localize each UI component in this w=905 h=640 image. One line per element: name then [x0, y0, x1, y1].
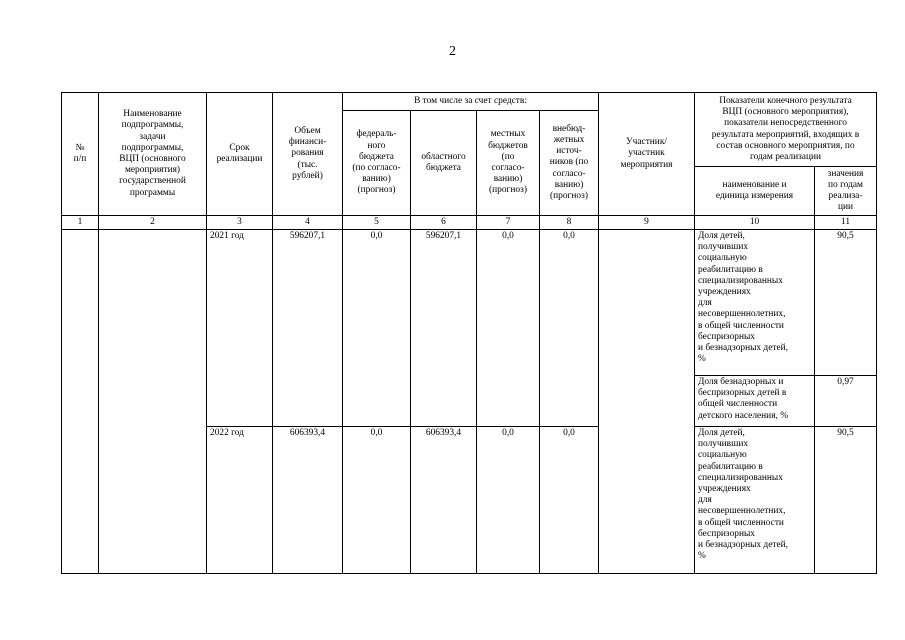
header-num: № п/п	[62, 93, 99, 216]
header-participant: Участник/ участник мероприятия	[599, 93, 695, 216]
row-year: 2022 год	[207, 427, 273, 574]
row-regional: 596207,1	[411, 230, 477, 427]
row-local: 0,0	[477, 427, 540, 574]
row-name-cell	[99, 230, 207, 574]
row-volume: 596207,1	[273, 230, 343, 427]
header-indicators-group: Показатели конечного результата ВЦП (основного мероприятия), показатели непосредственного результата мероприятий, входящих в состав основного мероприятия, по годам реализации	[695, 93, 877, 167]
header-sources-group: В том числе за счет средств:	[343, 93, 599, 111]
header-regional: областного бюджета	[411, 111, 477, 216]
row-extra: 0,0	[540, 427, 599, 574]
column-number: 7	[477, 216, 540, 230]
row-local: 0,0	[477, 230, 540, 427]
header-local: местных бюджетов (по согласо- ванию) (прогноз)	[477, 111, 540, 216]
row-num-cell	[62, 230, 99, 574]
column-number: 9	[599, 216, 695, 230]
row-year: 2021 год	[207, 230, 273, 427]
indicator-value: 0,97	[815, 376, 877, 427]
header-indicator-value: значения по годам реализа- ции	[815, 167, 877, 216]
header-period: Срок реализации	[207, 93, 273, 216]
indicator-name: Доля безнадзорных и беспризорных детей в общей численности детского населения, %	[695, 376, 815, 427]
header-extra: внебюд- жетных источ- ников (по согласо- ванию) (прогноз)	[540, 111, 599, 216]
header-indicator-name: наименование и единица измерения	[695, 167, 815, 216]
row-federal: 0,0	[343, 230, 411, 427]
column-number: 8	[540, 216, 599, 230]
row-regional: 606393,4	[411, 427, 477, 574]
row-volume: 606393,4	[273, 427, 343, 574]
column-number: 2	[99, 216, 207, 230]
indicator-name: Доля детей, получивших социальную реабилитацию в специализированных учреждениях для несовершеннолетних, в общей численности беспризорных и безнадзорных детей, %	[695, 427, 815, 574]
column-number: 10	[695, 216, 815, 230]
indicator-value: 90,5	[815, 230, 877, 376]
column-number: 11	[815, 216, 877, 230]
column-number: 1	[62, 216, 99, 230]
row-federal: 0,0	[343, 427, 411, 574]
row-extra: 0,0	[540, 230, 599, 427]
program-table	[61, 92, 877, 574]
header-name: Наименование подпрограммы, задачи подпрограммы, ВЦП (основного мероприятия) государственной программы	[99, 93, 207, 216]
header-volume: Объем финанси- рования (тыс. рублей)	[273, 93, 343, 216]
column-number: 5	[343, 216, 411, 230]
column-number: 4	[273, 216, 343, 230]
column-number: 3	[207, 216, 273, 230]
row-participant-cell	[599, 230, 695, 574]
column-number: 6	[411, 216, 477, 230]
indicator-name: Доля детей, получивших социальную реабилитацию в специализированных учреждениях для несовершеннолетних, в общей численности беспризорных и безнадзорных детей, %	[695, 230, 815, 376]
indicator-value: 90,5	[815, 427, 877, 574]
header-federal: федераль- ного бюджета (по согласо- ванию) (прогноз)	[343, 111, 411, 216]
page-number: 2	[449, 44, 456, 59]
